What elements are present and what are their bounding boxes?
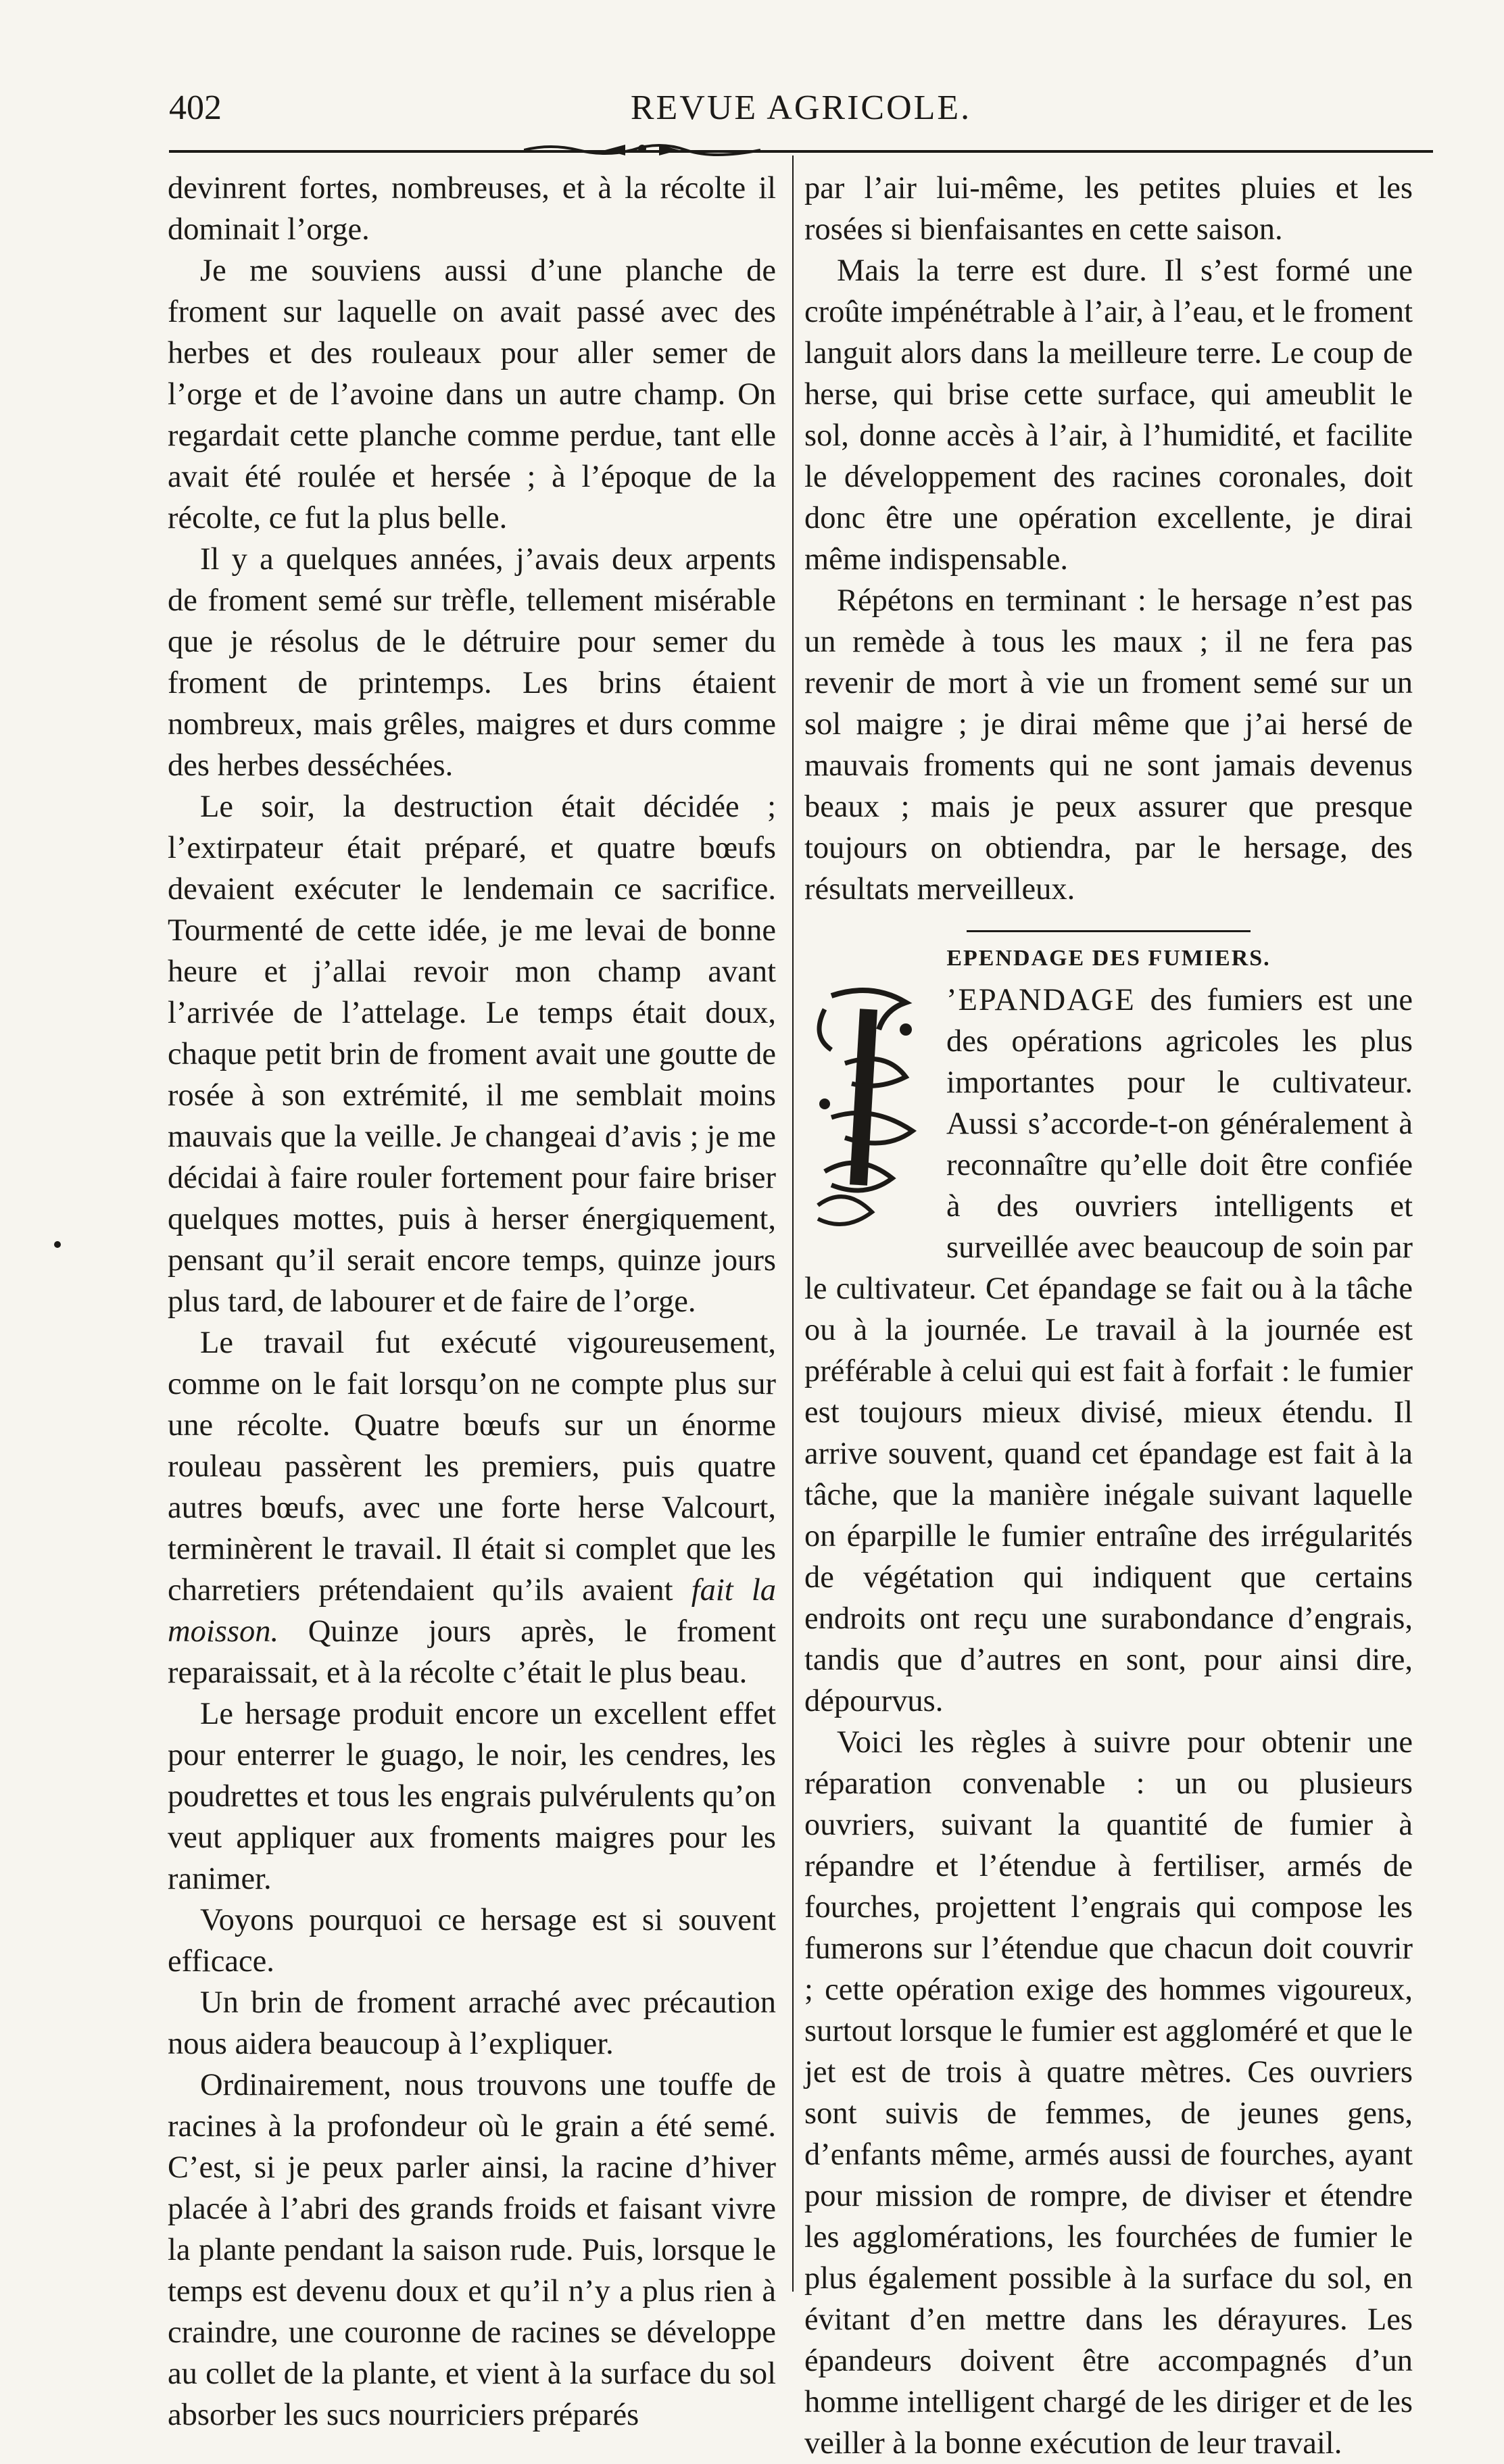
page-number: 402 [169, 89, 222, 127]
paragraph: Ordinairement, nous trouvons une touffe de racines à la profondeur où le grain a été semé. C’est, si je peux parler ainsi, la racine d’hiver placée à l’abri des grands froids et faisant vivre la plante pendant la saison rude. Puis, lorsque le temps est devenu doux et qu’il n’y a plus rien à craindre, une couronne de racines se développe au collet de la plante, et vient à la surface du sol absorber les sucs nourriciers préparés [168, 2068, 776, 2432]
column-divider [792, 155, 794, 2292]
paragraph: Le soir, la destruction était décidée ; l’extirpateur était préparé, et quatre bœufs devaient exécuter le lendemain ce sacrifice. Tourmenté de cette idée, je me levai de bonne heure et j’allai revoir mon champ avant l’arrivée de l’attelage. Le temps était doux, chaque petit brin de froment avait une goutte de rosée à son extrémité, il me semblait moins mauvais que la veille. Je changeai d’avis ; je me décidai à faire rouler fortement pour faire briser quelques mottes, puis à herser énergiquement, pensant qu’il serait encore temps, quinze jours plus tard, de labourer et de faire de l’orge. [168, 790, 776, 1319]
right-column [804, 168, 1413, 2464]
page-header [169, 88, 1433, 142]
paragraph: Un brin de froment arraché avec précaution nous aidera beaucoup à l’expliquer. [168, 1985, 776, 2061]
paragraph-text: Quinze jours après, le froment reparaissait, et à la récolte c’était le plus beau. [168, 1614, 776, 1690]
section-rule [967, 930, 1251, 932]
header-rule [169, 150, 1433, 153]
paragraph: Mais la terre est dure. Il s’est formé une croûte impénétrable à l’air, à l’eau, et le froment languit alors dans la meilleure terre. Le coup de herse, qui brise cette surface, qui ameublit le sol, donne accès à l’air, à l’humidité, et facilite le développement des racines coronales, doit donc être une opération excellente, je dirai même indispensable. [804, 253, 1413, 577]
running-title: REVUE AGRICOLE. [630, 89, 972, 127]
section-paragraph [804, 980, 1413, 1722]
paragraph: Voyons pourquoi ce hersage est si souvent efficace. [168, 1903, 776, 1979]
rule-ornament-icon [524, 139, 760, 160]
paragraph-text: Le travail fut exécuté vigoureusement, comme on le fait lorsqu’on ne compte plus sur une récolte. Quatre bœufs sur un énorme rouleau passèrent les premiers, puis quatre autres bœufs, avec une forte herse Valcourt, terminèrent le travail. Il était si complet que les charretiers prétendaient qu’ils avaient [168, 1326, 776, 1608]
paragraph: Répétons en terminant : le hersage n’est pas un remède à tous les maux ; il ne fera pas revenir de mort à vie un froment semé sur un sol maigre ; je dirai même que j’ai hersé de mauvais froments qui ne sont jamais devenus beaux ; mais je peux assurer que presque toujours on obtiendra, par le hersage, des résultats merveilleux. [804, 583, 1413, 907]
paragraph: Je me souviens aussi d’une planche de froment sur laquelle on avait passé avec des herbes et des rouleaux pour aller semer de l’orge et de l’avoine dans un autre champ. On regardait cette planche comme perdue, tant elle avait été roulée et hersée ; à l’époque de la récolte, ce fut la plus belle. [168, 253, 776, 535]
paragraph-text: des fumiers est une des opérations agricoles les plus importantes pour le cultivateur. Aussi s’accorde-t-on généralement à reconnaître qu’elle doit être confiée à des ouvriers intelligents et surveillée avec beaucoup de soin par le cultivateur. Cet épandage se fait ou à la tâche ou à la journée. Le travail à la journée est préférable à celui qui est fait à forfait : le fumier est toujours mieux divisé, mieux étendu. Il arrive souvent, quand cet épandage est fait à la tâche, que la manière inégale suivant laquelle on éparpille le fumier entraîne des irrégularités de végétation qui indiquent que certains endroits ont reçu une surabondance d’engrais, tandis que d’autres en sont, pour ainsi dire, dépourvus. [804, 983, 1413, 1718]
italic-phrase: fait la moisson. [168, 1573, 777, 1649]
paragraph: devinrent fortes, nombreuses, et à la récolte il dominait l’orge. [168, 171, 776, 247]
ornamental-dropcap-l-icon [804, 982, 933, 1232]
paragraph-with-italic [168, 1322, 776, 1693]
section-first-word: ’EPANDAGE [946, 983, 1136, 1017]
paragraph: Voici les règles à suivre pour obtenir une réparation convenable : un ou plusieurs ouvriers, suivant la quantité de fumier à répandre et l’étendue à fertiliser, armés de fourches, projettent l’engrais qui compose les fumerons sur l’étendue que chacun doit couvrir ; cette opération exige des hommes vigoureux, surtout lorsque le fumier est aggloméré et que le jet est de trois à quatre mètres. Ces ouvriers sont suivis de femmes, de jeunes gens, d’enfants même, armés aussi de fourches, ayant pour mission de rompre, de diviser et étendre les agglomérations, les fourchées de fumier le plus également possible à la surface du sol, en évitant d’en mettre dans les dérayures. Les épandeurs doivent être accompagnés d’un homme intelligent chargé de les diriger et de les veiller à la bonne exécution de leur travail. [804, 1725, 1413, 2461]
section-title: EPENDAGE DES FUMIERS. [946, 946, 1271, 971]
paragraph: Il y a quelques années, j’avais deux arpents de froment semé sur trèfle, tellement misérable que je résolus de le détruire pour semer du froment de printemps. Les brins étaient nombreux, mais grêles, maigres et durs comme des herbes desséchées. [168, 542, 776, 783]
paragraph: Le hersage produit encore un excellent effet pour enterrer le guago, le noir, les cendres, les poudrettes et tous les engrais pulvérulents qu’on veut appliquer aux froments maigres pour les ranimer. [168, 1697, 776, 1896]
margin-mark [54, 1241, 61, 1248]
left-column [168, 168, 776, 2436]
paragraph: par l’air lui-même, les petites pluies et les rosées si bienfaisantes en cette saison. [804, 171, 1413, 247]
